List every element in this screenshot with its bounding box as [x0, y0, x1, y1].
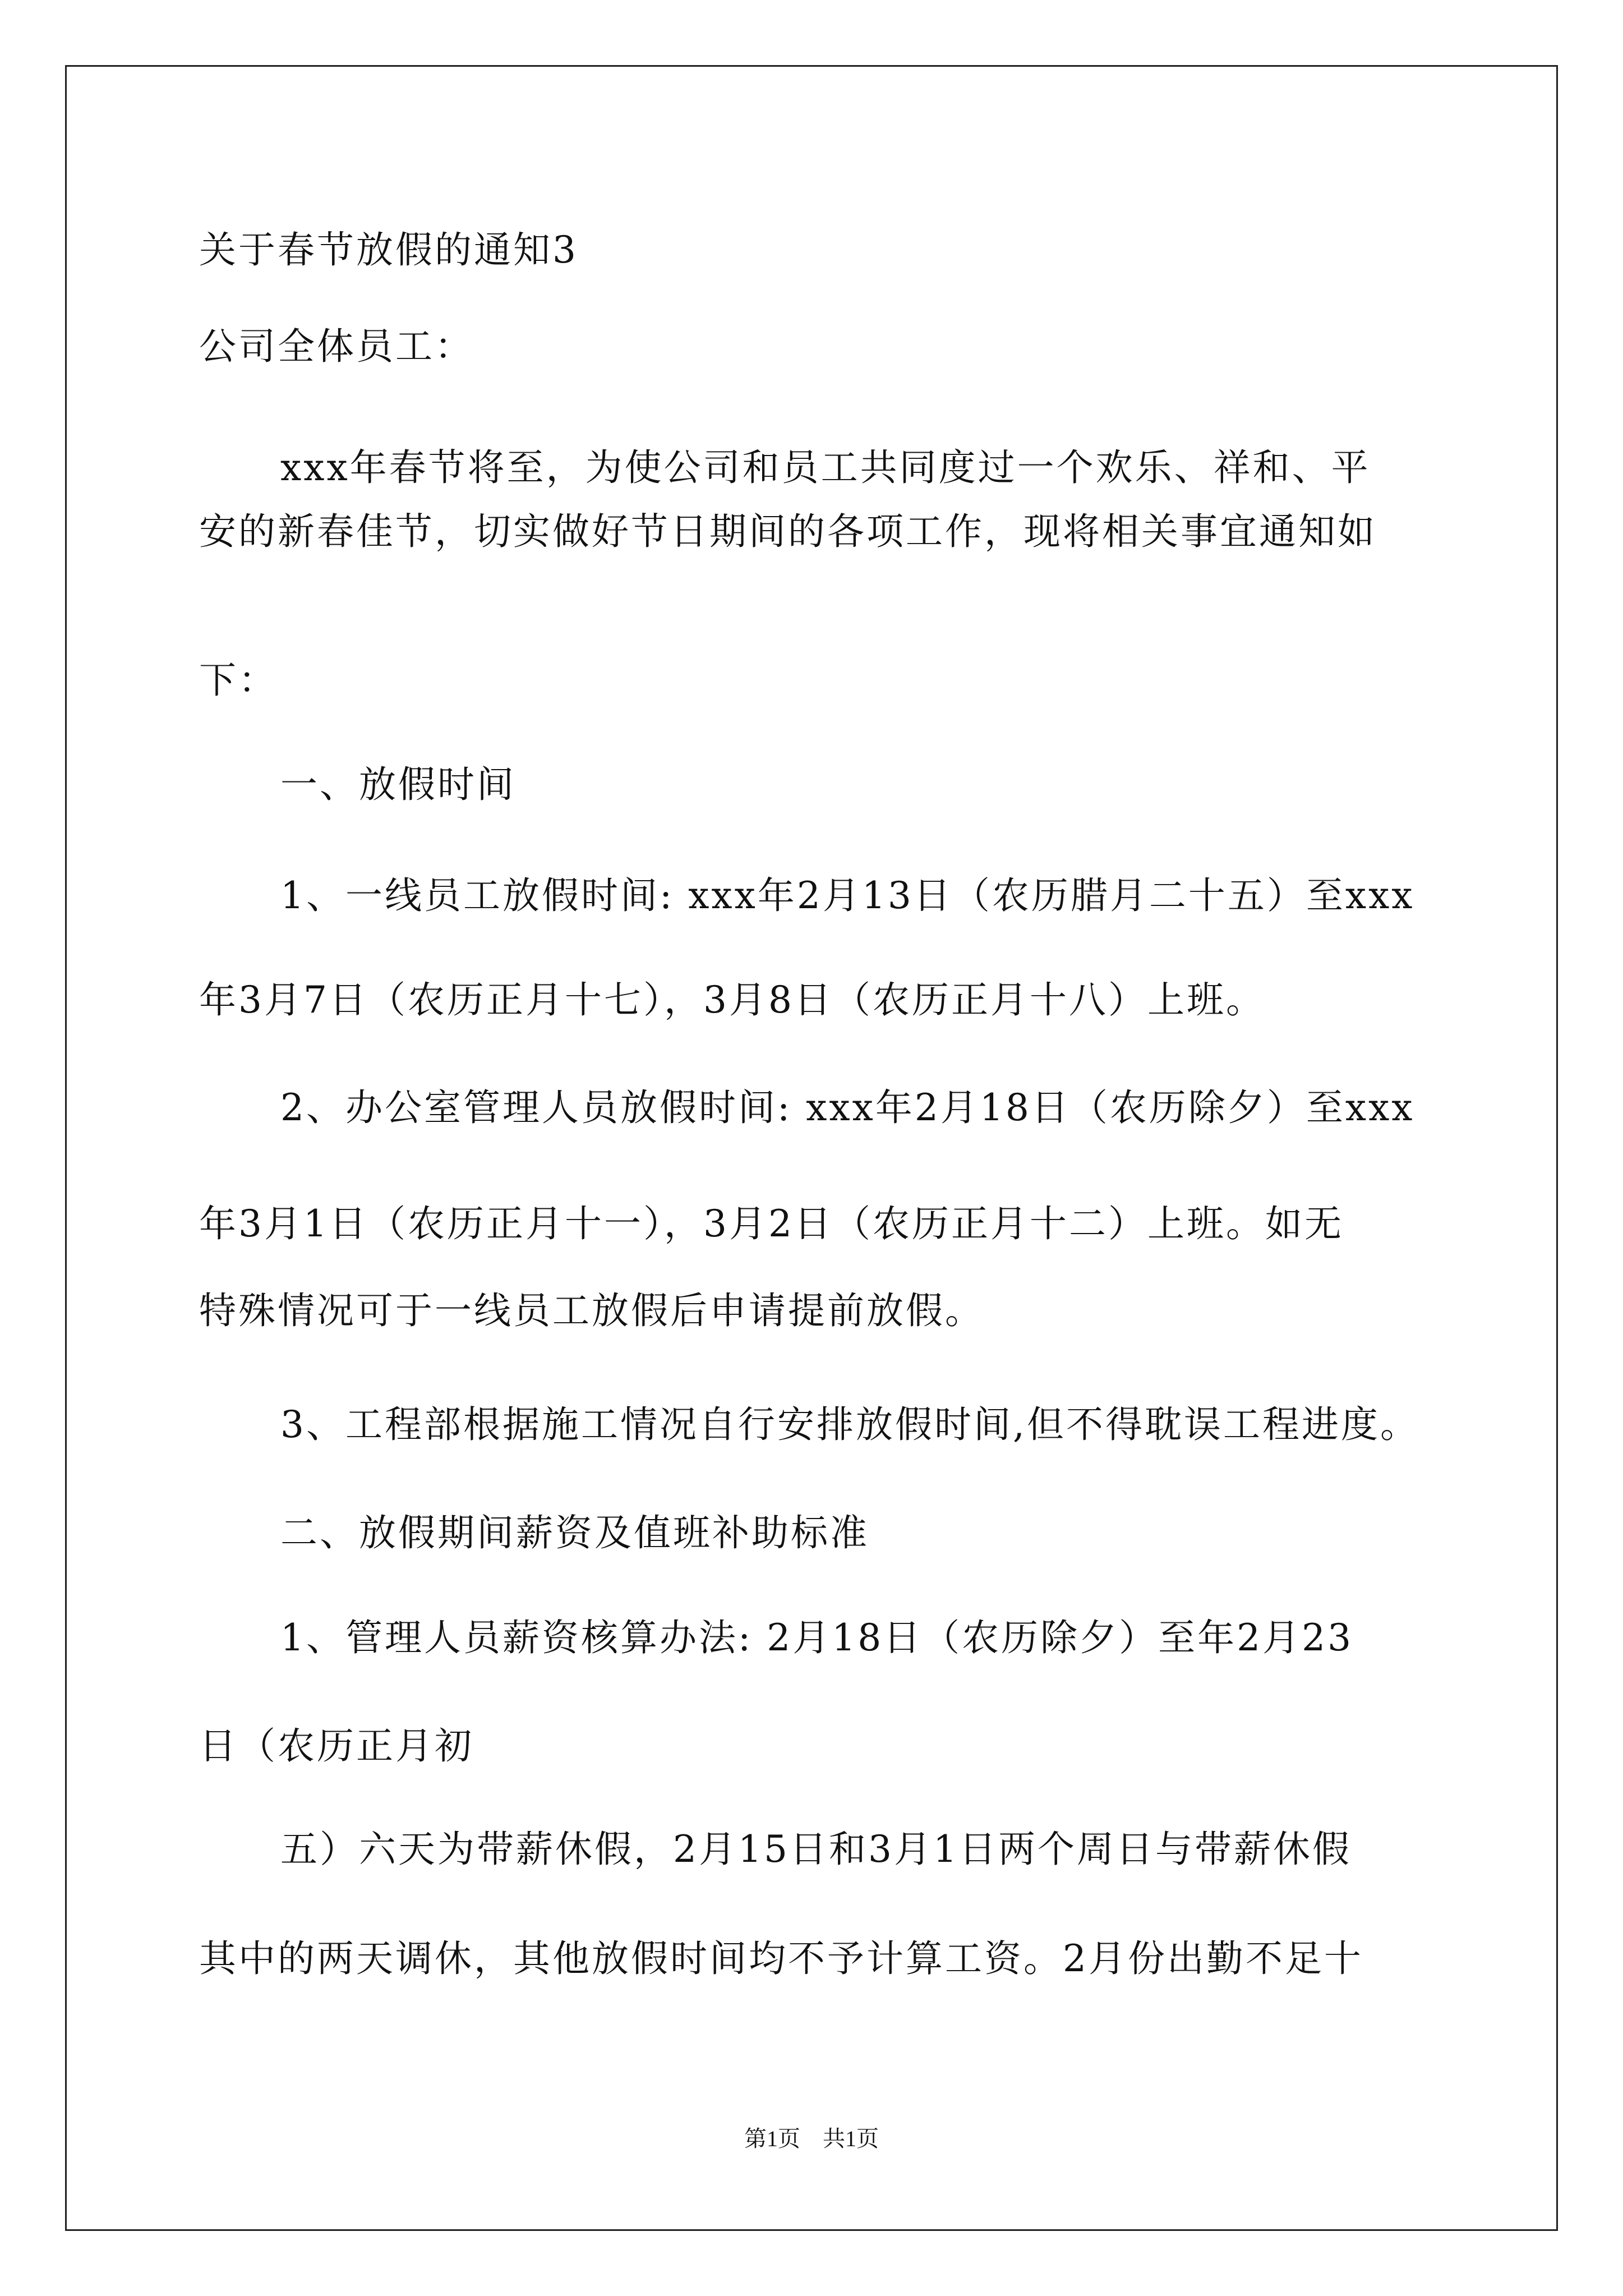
page-total: 共1页 [823, 2126, 879, 2151]
page-border [65, 65, 1558, 2231]
page-footer [0, 2125, 1623, 2153]
salutation: 公司全体员工： [199, 325, 474, 368]
list-item-line: 五）六天为带薪休假，2月15日和3月1日两个周日与带薪休假 [280, 1828, 1352, 1871]
intro-paragraph-line: xxx年春节将至，为使公司和员工共同度过一个欢乐、祥和、平 [280, 446, 1371, 489]
page-number: 第1页 [744, 2126, 800, 2151]
list-item-line: 2、办公室管理人员放假时间: xxx年2月18日（农历除夕）至xxx [280, 1086, 1415, 1129]
list-item-line: 1、管理人员薪资核算办法: 2月18日（农历除夕）至年2月23 [280, 1616, 1354, 1659]
section-heading: 二、放假期间薪资及值班补助标准 [280, 1511, 869, 1554]
list-item-line: 日（农历正月初 [199, 1724, 474, 1768]
intro-paragraph-line: 安的新春佳节，切实做好节日期间的各项工作，现将相关事宜通知如 [199, 510, 1377, 553]
list-item-line: 1、一线员工放假时间: xxx年2月13日（农历腊月二十五）至xxx [280, 874, 1415, 917]
list-item-line: 年3月7日（农历正月十七），3月8日（农历正月十八）上班。 [199, 978, 1265, 1022]
list-item-line: 特殊情况可于一线员工放假后申请提前放假。 [199, 1289, 984, 1332]
list-item-line: 其中的两天调休，其他放假时间均不予计算工资。2月份出勤不足十 [199, 1937, 1363, 1980]
list-item-line: 年3月1日（农历正月十一），3月2日（农历正月十二）上班。如无 [199, 1202, 1344, 1245]
document-title: 关于春节放假的通知3 [199, 228, 578, 272]
list-item-line: 3、工程部根据施工情况自行安排放假时间,但不得耽误工程进度。 [280, 1403, 1419, 1446]
intro-paragraph-line: 下： [199, 659, 278, 702]
section-heading: 一、放假时间 [280, 763, 516, 806]
